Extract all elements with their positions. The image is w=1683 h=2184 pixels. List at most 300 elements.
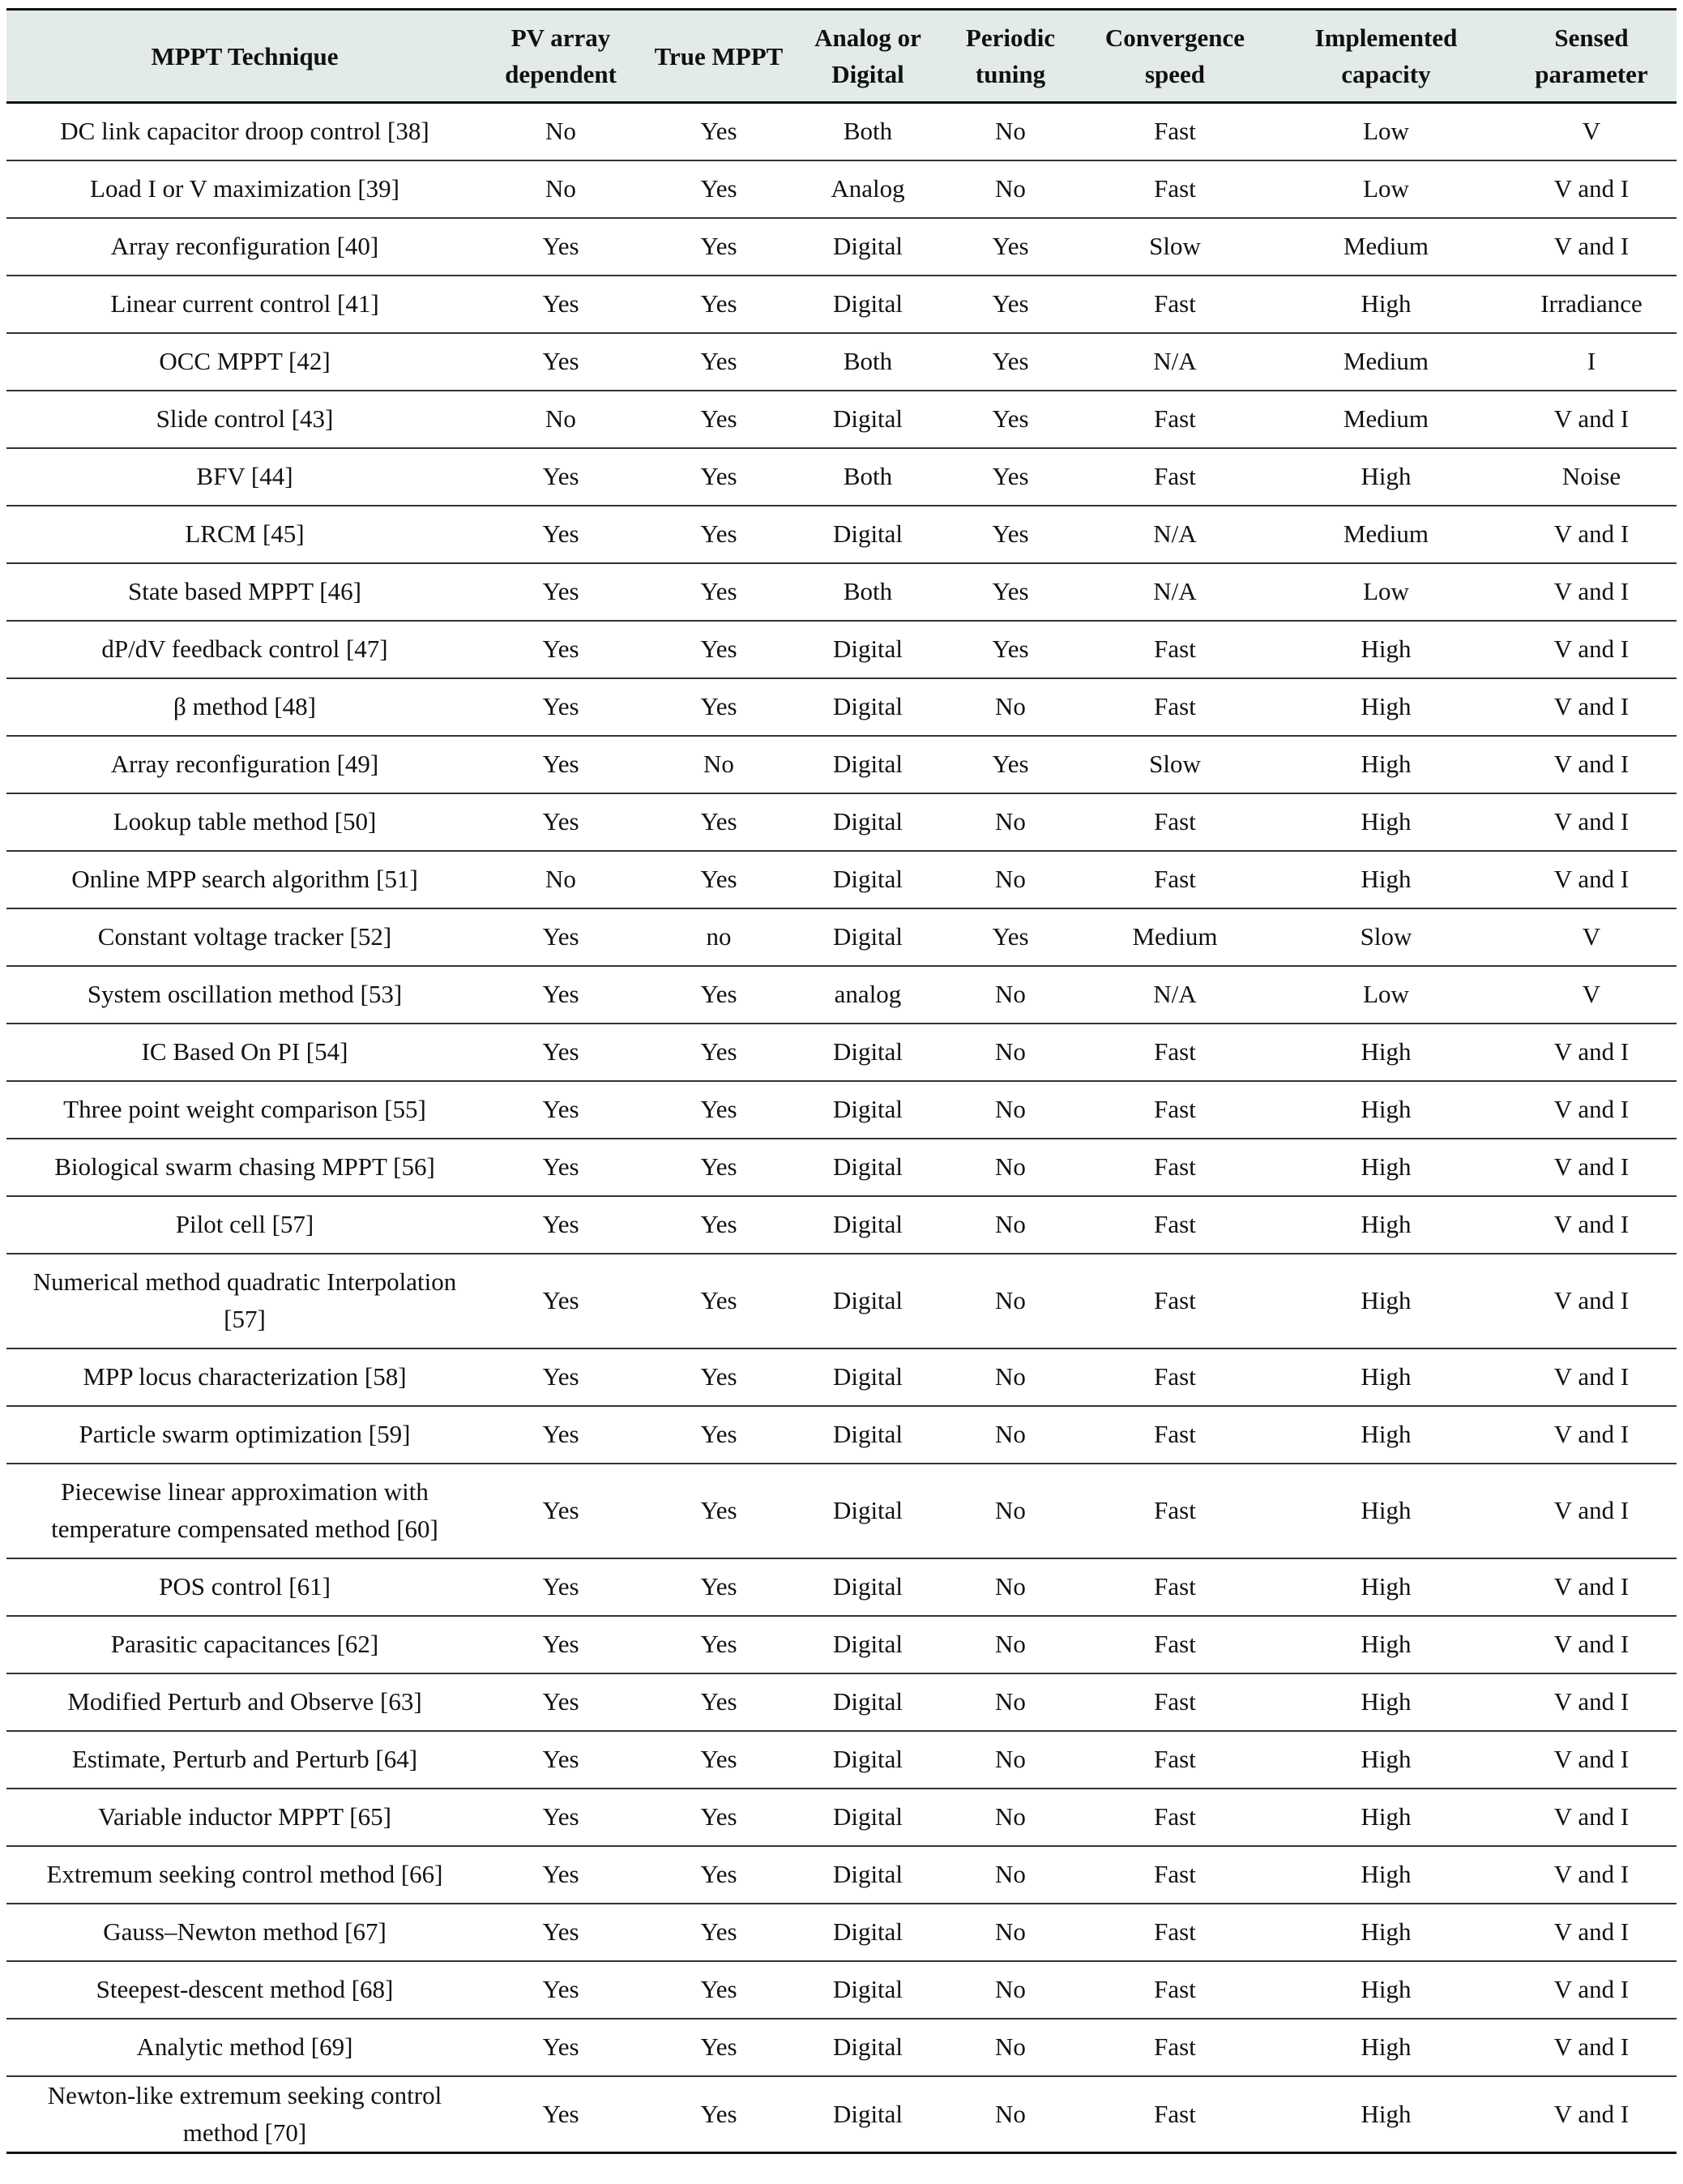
cell-technique: OCC MPPT [42]	[6, 333, 483, 391]
cell-sensed-parameter: V and I	[1506, 1731, 1677, 1789]
cell-periodic-tuning: No	[937, 1024, 1084, 1081]
cell-convergence-speed: N/A	[1084, 563, 1266, 621]
cell-convergence-speed: N/A	[1084, 333, 1266, 391]
cell-implemented-capacity: Medium	[1266, 333, 1506, 391]
cell-pv-array-dependent: Yes	[483, 1348, 639, 1406]
cell-periodic-tuning: Yes	[937, 448, 1084, 506]
table-row	[6, 1846, 1677, 1904]
cell-pv-array-dependent: Yes	[483, 218, 639, 276]
header-row	[6, 10, 1677, 103]
cell-true-mppt: Yes	[639, 563, 799, 621]
cell-periodic-tuning: Yes	[937, 506, 1084, 563]
cell-convergence-speed: Fast	[1084, 1024, 1266, 1081]
cell-technique: Online MPP search algorithm [51]	[6, 851, 483, 908]
cell-analog-or-digital: Both	[799, 563, 937, 621]
table-row	[6, 1196, 1677, 1254]
cell-implemented-capacity: High	[1266, 1846, 1506, 1904]
cell-true-mppt: Yes	[639, 1904, 799, 1961]
table-row	[6, 2076, 1677, 2153]
cell-convergence-speed: Fast	[1084, 1846, 1266, 1904]
cell-sensed-parameter: V and I	[1506, 391, 1677, 448]
cell-technique: Array reconfiguration [49]	[6, 736, 483, 793]
cell-true-mppt: Yes	[639, 1196, 799, 1254]
cell-sensed-parameter: V and I	[1506, 1406, 1677, 1464]
cell-technique: POS control [61]	[6, 1558, 483, 1616]
table-row	[6, 1348, 1677, 1406]
table-body	[6, 103, 1677, 2153]
cell-technique: Newton-like extremum seeking control method [70]	[6, 2076, 483, 2153]
cell-pv-array-dependent: No	[483, 851, 639, 908]
cell-implemented-capacity: Medium	[1266, 506, 1506, 563]
cell-technique: Constant voltage tracker [52]	[6, 908, 483, 966]
cell-true-mppt: Yes	[639, 1673, 799, 1731]
cell-convergence-speed: Slow	[1084, 218, 1266, 276]
table-row	[6, 966, 1677, 1024]
cell-technique: Three point weight comparison [55]	[6, 1081, 483, 1139]
cell-technique: Gauss–Newton method [67]	[6, 1904, 483, 1961]
cell-sensed-parameter: V	[1506, 966, 1677, 1024]
cell-sensed-parameter: V and I	[1506, 1558, 1677, 1616]
cell-true-mppt: Yes	[639, 793, 799, 851]
cell-pv-array-dependent: Yes	[483, 2076, 639, 2153]
table-row	[6, 1731, 1677, 1789]
table-row	[6, 333, 1677, 391]
cell-sensed-parameter: V and I	[1506, 736, 1677, 793]
cell-implemented-capacity: High	[1266, 1464, 1506, 1558]
cell-analog-or-digital: Digital	[799, 1196, 937, 1254]
cell-true-mppt: Yes	[639, 218, 799, 276]
cell-technique: Variable inductor MPPT [65]	[6, 1789, 483, 1846]
cell-true-mppt: Yes	[639, 1731, 799, 1789]
cell-technique: MPP locus characterization [58]	[6, 1348, 483, 1406]
table-row	[6, 678, 1677, 736]
cell-analog-or-digital: Digital	[799, 851, 937, 908]
cell-sensed-parameter: V and I	[1506, 1139, 1677, 1196]
cell-pv-array-dependent: Yes	[483, 2019, 639, 2076]
cell-convergence-speed: Fast	[1084, 391, 1266, 448]
cell-implemented-capacity: High	[1266, 1673, 1506, 1731]
cell-convergence-speed: Slow	[1084, 736, 1266, 793]
cell-implemented-capacity: Slow	[1266, 908, 1506, 966]
cell-technique: DC link capacitor droop control [38]	[6, 103, 483, 160]
cell-implemented-capacity: Medium	[1266, 218, 1506, 276]
cell-analog-or-digital: Digital	[799, 1024, 937, 1081]
cell-convergence-speed: Fast	[1084, 793, 1266, 851]
cell-pv-array-dependent: Yes	[483, 793, 639, 851]
table-row	[6, 851, 1677, 908]
table-row	[6, 1024, 1677, 1081]
cell-convergence-speed: Fast	[1084, 1196, 1266, 1254]
header-true-mppt: True MPPT	[639, 10, 799, 103]
cell-true-mppt: Yes	[639, 851, 799, 908]
cell-true-mppt: Yes	[639, 448, 799, 506]
cell-pv-array-dependent: No	[483, 160, 639, 218]
table-row	[6, 1464, 1677, 1558]
cell-sensed-parameter: V and I	[1506, 1348, 1677, 1406]
cell-pv-array-dependent: Yes	[483, 448, 639, 506]
cell-convergence-speed: Fast	[1084, 1464, 1266, 1558]
cell-analog-or-digital: Digital	[799, 793, 937, 851]
cell-periodic-tuning: No	[937, 966, 1084, 1024]
cell-true-mppt: Yes	[639, 1254, 799, 1348]
cell-analog-or-digital: Digital	[799, 1846, 937, 1904]
cell-true-mppt: Yes	[639, 1558, 799, 1616]
cell-technique: Array reconfiguration [40]	[6, 218, 483, 276]
cell-technique: Load I or V maximization [39]	[6, 160, 483, 218]
cell-sensed-parameter: V and I	[1506, 1464, 1677, 1558]
cell-pv-array-dependent: No	[483, 103, 639, 160]
cell-technique: Steepest-descent method [68]	[6, 1961, 483, 2019]
cell-periodic-tuning: Yes	[937, 563, 1084, 621]
cell-implemented-capacity: High	[1266, 621, 1506, 678]
cell-convergence-speed: Fast	[1084, 1348, 1266, 1406]
cell-convergence-speed: N/A	[1084, 506, 1266, 563]
cell-technique: Slide control [43]	[6, 391, 483, 448]
cell-periodic-tuning: No	[937, 2019, 1084, 2076]
cell-true-mppt: Yes	[639, 2076, 799, 2153]
table-row	[6, 793, 1677, 851]
table-row	[6, 1961, 1677, 2019]
cell-technique: Analytic method [69]	[6, 2019, 483, 2076]
table-row	[6, 736, 1677, 793]
cell-implemented-capacity: High	[1266, 1348, 1506, 1406]
cell-analog-or-digital: Digital	[799, 1558, 937, 1616]
cell-implemented-capacity: High	[1266, 793, 1506, 851]
cell-sensed-parameter: V and I	[1506, 1081, 1677, 1139]
cell-technique: Linear current control [41]	[6, 276, 483, 333]
cell-implemented-capacity: High	[1266, 1731, 1506, 1789]
header-convergence-speed: Convergence speed	[1084, 10, 1266, 103]
cell-convergence-speed: Fast	[1084, 2019, 1266, 2076]
cell-pv-array-dependent: Yes	[483, 1406, 639, 1464]
cell-periodic-tuning: No	[937, 1081, 1084, 1139]
table-row	[6, 1789, 1677, 1846]
cell-technique: BFV [44]	[6, 448, 483, 506]
cell-periodic-tuning: No	[937, 1789, 1084, 1846]
cell-analog-or-digital: Digital	[799, 1254, 937, 1348]
table-header	[6, 10, 1677, 103]
cell-sensed-parameter: V and I	[1506, 678, 1677, 736]
table-row	[6, 448, 1677, 506]
cell-periodic-tuning: Yes	[937, 908, 1084, 966]
table-row	[6, 621, 1677, 678]
cell-true-mppt: Yes	[639, 1846, 799, 1904]
cell-pv-array-dependent: Yes	[483, 736, 639, 793]
cell-analog-or-digital: Digital	[799, 276, 937, 333]
cell-technique: IC Based On PI [54]	[6, 1024, 483, 1081]
cell-pv-array-dependent: Yes	[483, 1558, 639, 1616]
cell-analog-or-digital: Digital	[799, 678, 937, 736]
cell-convergence-speed: N/A	[1084, 966, 1266, 1024]
cell-periodic-tuning: Yes	[937, 621, 1084, 678]
table-row	[6, 103, 1677, 160]
cell-sensed-parameter: V and I	[1506, 1254, 1677, 1348]
cell-sensed-parameter: V and I	[1506, 1961, 1677, 2019]
cell-true-mppt: Yes	[639, 1348, 799, 1406]
cell-true-mppt: Yes	[639, 103, 799, 160]
cell-analog-or-digital: Digital	[799, 736, 937, 793]
cell-pv-array-dependent: Yes	[483, 563, 639, 621]
cell-implemented-capacity: High	[1266, 1904, 1506, 1961]
cell-analog-or-digital: Analog	[799, 160, 937, 218]
cell-true-mppt: Yes	[639, 966, 799, 1024]
cell-true-mppt: Yes	[639, 1616, 799, 1673]
header-pv-array-dependent: PV array dependent	[483, 10, 639, 103]
cell-periodic-tuning: No	[937, 1464, 1084, 1558]
cell-implemented-capacity: High	[1266, 448, 1506, 506]
cell-pv-array-dependent: Yes	[483, 276, 639, 333]
cell-true-mppt: Yes	[639, 333, 799, 391]
cell-convergence-speed: Fast	[1084, 1254, 1266, 1348]
cell-pv-array-dependent: Yes	[483, 1024, 639, 1081]
cell-analog-or-digital: Digital	[799, 2019, 937, 2076]
cell-pv-array-dependent: Yes	[483, 1196, 639, 1254]
cell-convergence-speed: Fast	[1084, 2076, 1266, 2153]
cell-true-mppt: Yes	[639, 276, 799, 333]
cell-true-mppt: Yes	[639, 1464, 799, 1558]
cell-convergence-speed: Fast	[1084, 1961, 1266, 2019]
cell-technique: β method [48]	[6, 678, 483, 736]
table-row	[6, 1139, 1677, 1196]
cell-analog-or-digital: Digital	[799, 1406, 937, 1464]
cell-periodic-tuning: No	[937, 793, 1084, 851]
cell-analog-or-digital: Digital	[799, 1464, 937, 1558]
cell-pv-array-dependent: Yes	[483, 1081, 639, 1139]
cell-analog-or-digital: Digital	[799, 1673, 937, 1731]
cell-convergence-speed: Fast	[1084, 1904, 1266, 1961]
cell-pv-array-dependent: Yes	[483, 1961, 639, 2019]
cell-implemented-capacity: High	[1266, 1196, 1506, 1254]
cell-sensed-parameter: V	[1506, 103, 1677, 160]
cell-sensed-parameter: V and I	[1506, 851, 1677, 908]
table-row	[6, 2019, 1677, 2076]
cell-analog-or-digital: Digital	[799, 391, 937, 448]
cell-true-mppt: no	[639, 908, 799, 966]
cell-sensed-parameter: V and I	[1506, 793, 1677, 851]
cell-sensed-parameter: V and I	[1506, 621, 1677, 678]
cell-periodic-tuning: No	[937, 1558, 1084, 1616]
cell-sensed-parameter: V and I	[1506, 1024, 1677, 1081]
cell-pv-array-dependent: Yes	[483, 1139, 639, 1196]
cell-technique: Piecewise linear approximation with temperature compensated method [60]	[6, 1464, 483, 1558]
header-analog-or-digital: Analog or Digital	[799, 10, 937, 103]
cell-periodic-tuning: No	[937, 1139, 1084, 1196]
cell-sensed-parameter: V and I	[1506, 1846, 1677, 1904]
cell-true-mppt: Yes	[639, 391, 799, 448]
cell-periodic-tuning: No	[937, 1254, 1084, 1348]
table-row	[6, 506, 1677, 563]
cell-pv-array-dependent: Yes	[483, 678, 639, 736]
cell-technique: Parasitic capacitances [62]	[6, 1616, 483, 1673]
cell-sensed-parameter: V	[1506, 908, 1677, 966]
cell-sensed-parameter: I	[1506, 333, 1677, 391]
cell-implemented-capacity: High	[1266, 1789, 1506, 1846]
cell-convergence-speed: Fast	[1084, 1789, 1266, 1846]
cell-sensed-parameter: Noise	[1506, 448, 1677, 506]
cell-periodic-tuning: No	[937, 1673, 1084, 1731]
cell-convergence-speed: Fast	[1084, 621, 1266, 678]
cell-convergence-speed: Fast	[1084, 448, 1266, 506]
cell-periodic-tuning: No	[937, 1348, 1084, 1406]
header-periodic-tuning: Periodic tuning	[937, 10, 1084, 103]
cell-convergence-speed: Medium	[1084, 908, 1266, 966]
cell-convergence-speed: Fast	[1084, 678, 1266, 736]
cell-technique: State based MPPT [46]	[6, 563, 483, 621]
cell-pv-array-dependent: Yes	[483, 1673, 639, 1731]
cell-technique: System oscillation method [53]	[6, 966, 483, 1024]
cell-true-mppt: Yes	[639, 1961, 799, 2019]
cell-analog-or-digital: Digital	[799, 1348, 937, 1406]
cell-sensed-parameter: Irradiance	[1506, 276, 1677, 333]
cell-technique: Estimate, Perturb and Perturb [64]	[6, 1731, 483, 1789]
table-row	[6, 1254, 1677, 1348]
cell-periodic-tuning: No	[937, 1616, 1084, 1673]
cell-sensed-parameter: V and I	[1506, 563, 1677, 621]
cell-true-mppt: Yes	[639, 2019, 799, 2076]
cell-pv-array-dependent: Yes	[483, 1616, 639, 1673]
cell-true-mppt: Yes	[639, 1024, 799, 1081]
cell-analog-or-digital: Digital	[799, 2076, 937, 2153]
cell-true-mppt: Yes	[639, 1081, 799, 1139]
table-row	[6, 160, 1677, 218]
cell-technique: Modified Perturb and Observe [63]	[6, 1673, 483, 1731]
cell-analog-or-digital: Digital	[799, 1616, 937, 1673]
cell-analog-or-digital: Digital	[799, 506, 937, 563]
cell-pv-array-dependent: Yes	[483, 1789, 639, 1846]
cell-analog-or-digital: analog	[799, 966, 937, 1024]
cell-analog-or-digital: Both	[799, 333, 937, 391]
cell-implemented-capacity: High	[1266, 1254, 1506, 1348]
cell-periodic-tuning: No	[937, 1196, 1084, 1254]
cell-convergence-speed: Fast	[1084, 1139, 1266, 1196]
cell-implemented-capacity: High	[1266, 1558, 1506, 1616]
cell-periodic-tuning: No	[937, 1961, 1084, 2019]
cell-sensed-parameter: V and I	[1506, 1616, 1677, 1673]
cell-pv-array-dependent: Yes	[483, 1846, 639, 1904]
cell-periodic-tuning: No	[937, 160, 1084, 218]
cell-implemented-capacity: High	[1266, 851, 1506, 908]
table-row	[6, 391, 1677, 448]
cell-periodic-tuning: Yes	[937, 276, 1084, 333]
cell-implemented-capacity: High	[1266, 1081, 1506, 1139]
cell-periodic-tuning: Yes	[937, 333, 1084, 391]
table-row	[6, 218, 1677, 276]
cell-convergence-speed: Fast	[1084, 160, 1266, 218]
cell-implemented-capacity: Low	[1266, 563, 1506, 621]
cell-sensed-parameter: V and I	[1506, 218, 1677, 276]
cell-analog-or-digital: Both	[799, 103, 937, 160]
header-sensed-parameter: Sensed parameter	[1506, 10, 1677, 103]
cell-implemented-capacity: High	[1266, 736, 1506, 793]
table-row	[6, 1081, 1677, 1139]
header-technique: MPPT Technique	[6, 10, 483, 103]
table-row	[6, 563, 1677, 621]
cell-technique: dP/dV feedback control [47]	[6, 621, 483, 678]
cell-convergence-speed: Fast	[1084, 1731, 1266, 1789]
cell-implemented-capacity: Low	[1266, 103, 1506, 160]
cell-sensed-parameter: V and I	[1506, 1196, 1677, 1254]
cell-periodic-tuning: No	[937, 678, 1084, 736]
cell-periodic-tuning: No	[937, 1731, 1084, 1789]
cell-analog-or-digital: Digital	[799, 218, 937, 276]
cell-analog-or-digital: Digital	[799, 908, 937, 966]
cell-periodic-tuning: No	[937, 1904, 1084, 1961]
cell-convergence-speed: Fast	[1084, 1558, 1266, 1616]
cell-technique: Pilot cell [57]	[6, 1196, 483, 1254]
cell-true-mppt: Yes	[639, 1139, 799, 1196]
cell-technique: LRCM [45]	[6, 506, 483, 563]
cell-convergence-speed: Fast	[1084, 1673, 1266, 1731]
cell-periodic-tuning: Yes	[937, 391, 1084, 448]
cell-convergence-speed: Fast	[1084, 1406, 1266, 1464]
cell-pv-array-dependent: Yes	[483, 1731, 639, 1789]
cell-implemented-capacity: High	[1266, 1139, 1506, 1196]
cell-periodic-tuning: Yes	[937, 736, 1084, 793]
cell-periodic-tuning: No	[937, 1846, 1084, 1904]
cell-implemented-capacity: Low	[1266, 160, 1506, 218]
cell-sensed-parameter: V and I	[1506, 2076, 1677, 2153]
cell-convergence-speed: Fast	[1084, 276, 1266, 333]
cell-sensed-parameter: V and I	[1506, 160, 1677, 218]
cell-technique: Biological swarm chasing MPPT [56]	[6, 1139, 483, 1196]
table-row	[6, 1558, 1677, 1616]
cell-convergence-speed: Fast	[1084, 103, 1266, 160]
cell-implemented-capacity: High	[1266, 1024, 1506, 1081]
cell-true-mppt: No	[639, 736, 799, 793]
cell-analog-or-digital: Digital	[799, 1904, 937, 1961]
cell-periodic-tuning: No	[937, 103, 1084, 160]
cell-true-mppt: Yes	[639, 160, 799, 218]
cell-periodic-tuning: No	[937, 1406, 1084, 1464]
cell-analog-or-digital: Digital	[799, 1139, 937, 1196]
cell-technique: Extremum seeking control method [66]	[6, 1846, 483, 1904]
cell-implemented-capacity: High	[1266, 276, 1506, 333]
cell-analog-or-digital: Both	[799, 448, 937, 506]
cell-periodic-tuning: Yes	[937, 218, 1084, 276]
cell-implemented-capacity: High	[1266, 1406, 1506, 1464]
cell-sensed-parameter: V and I	[1506, 2019, 1677, 2076]
cell-periodic-tuning: No	[937, 851, 1084, 908]
cell-sensed-parameter: V and I	[1506, 1789, 1677, 1846]
mppt-comparison-table	[6, 8, 1677, 2154]
cell-analog-or-digital: Digital	[799, 1961, 937, 2019]
cell-convergence-speed: Fast	[1084, 851, 1266, 908]
cell-pv-array-dependent: Yes	[483, 966, 639, 1024]
cell-sensed-parameter: V and I	[1506, 1904, 1677, 1961]
cell-implemented-capacity: Low	[1266, 966, 1506, 1024]
cell-true-mppt: Yes	[639, 1406, 799, 1464]
cell-pv-array-dependent: No	[483, 391, 639, 448]
cell-sensed-parameter: V and I	[1506, 1673, 1677, 1731]
cell-pv-array-dependent: Yes	[483, 1904, 639, 1961]
cell-true-mppt: Yes	[639, 678, 799, 736]
cell-implemented-capacity: High	[1266, 1961, 1506, 2019]
table-row	[6, 276, 1677, 333]
cell-true-mppt: Yes	[639, 506, 799, 563]
cell-analog-or-digital: Digital	[799, 1081, 937, 1139]
cell-convergence-speed: Fast	[1084, 1616, 1266, 1673]
cell-pv-array-dependent: Yes	[483, 908, 639, 966]
cell-analog-or-digital: Digital	[799, 1731, 937, 1789]
cell-pv-array-dependent: Yes	[483, 333, 639, 391]
cell-sensed-parameter: V and I	[1506, 506, 1677, 563]
cell-technique: Lookup table method [50]	[6, 793, 483, 851]
cell-true-mppt: Yes	[639, 1789, 799, 1846]
cell-technique: Particle swarm optimization [59]	[6, 1406, 483, 1464]
cell-implemented-capacity: High	[1266, 1616, 1506, 1673]
table-row	[6, 908, 1677, 966]
cell-convergence-speed: Fast	[1084, 1081, 1266, 1139]
